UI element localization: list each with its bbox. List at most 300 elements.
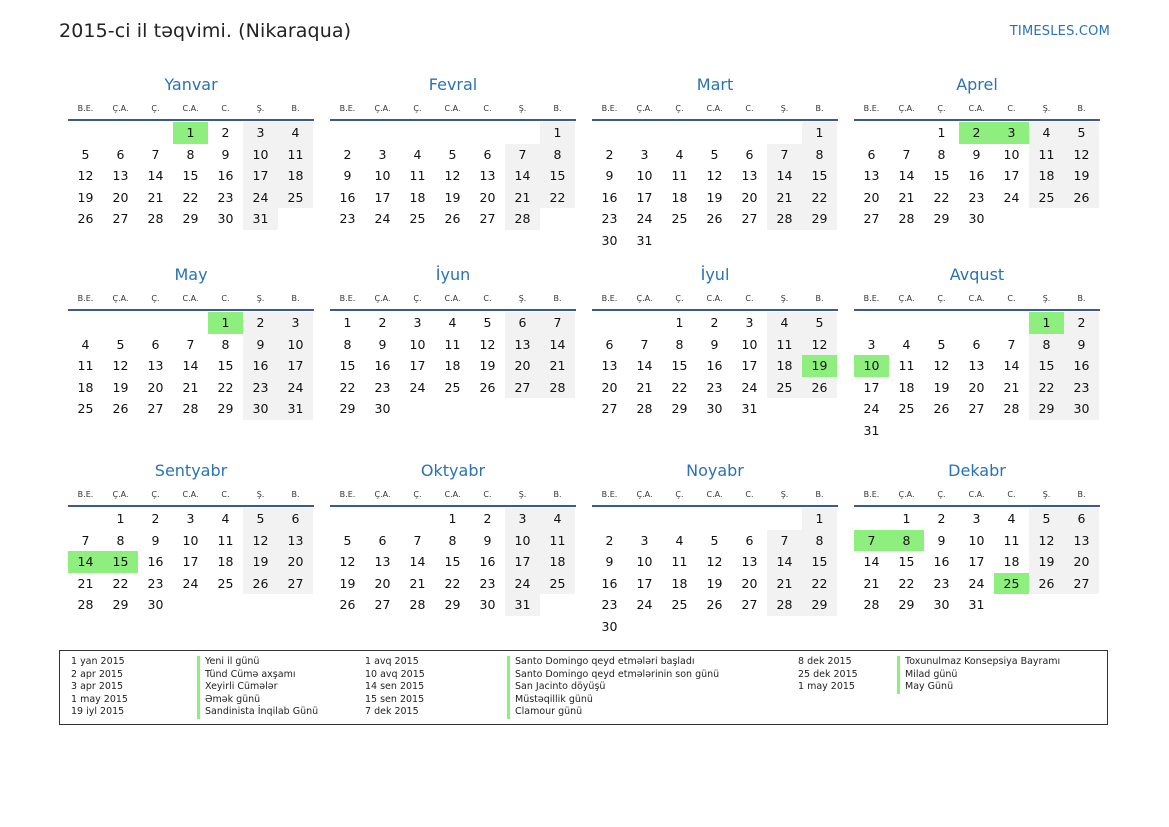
- month-4: [68, 264, 314, 460]
- day-cell: 25: [1029, 187, 1064, 209]
- day-cell: 18: [1029, 165, 1064, 187]
- weekday-label: Ç.: [937, 294, 946, 303]
- weekday-label: B.E.: [601, 490, 618, 499]
- days-grid: [854, 122, 1100, 230]
- weekday-label: B.: [553, 490, 562, 499]
- empty-cell: [924, 312, 959, 334]
- day-cell: 26: [444, 211, 461, 226]
- day-cell: 6: [745, 532, 754, 548]
- day-cell: 17: [182, 554, 199, 569]
- weekday-label: C.A.: [444, 104, 461, 113]
- weekday-label: C.A.: [706, 104, 723, 113]
- day-cell: 22: [339, 379, 356, 395]
- day-cell: 13: [968, 358, 985, 373]
- day-cell: 30: [706, 401, 723, 416]
- day-cell: 17: [968, 554, 985, 569]
- day-cell: 24: [968, 575, 985, 591]
- day-cell: 5: [448, 146, 457, 162]
- day-cell: 7: [151, 146, 160, 162]
- weekday-label: Ç.A.: [636, 104, 653, 113]
- day-cell: 6: [972, 336, 981, 352]
- day-cell: 18: [898, 379, 915, 395]
- day-cell: 10: [409, 336, 426, 352]
- day-cell: 4: [81, 336, 90, 352]
- days-grid: [68, 312, 314, 420]
- day-cell: 29: [217, 401, 234, 416]
- empty-cell: [854, 312, 889, 334]
- day-cell: 28: [636, 401, 653, 416]
- day-cell: 2: [378, 315, 387, 330]
- day-cell: 3: [867, 336, 876, 352]
- weekday-label: C.: [221, 104, 230, 113]
- weekday-label: Ç.A.: [636, 294, 653, 303]
- weekday-label: Ç.A.: [112, 294, 129, 303]
- weekday-label: C.A.: [968, 294, 985, 303]
- day-cell: 11: [671, 554, 688, 569]
- weekday-label: C.: [1007, 490, 1016, 499]
- day-cell: 12: [1064, 144, 1099, 166]
- days-grid: [330, 312, 576, 420]
- day-cell: 31: [505, 594, 540, 616]
- day-cell: 9: [343, 168, 352, 183]
- day-cell: 18: [77, 379, 94, 395]
- page-title: 2015-ci il təqvimi. (Nikaraqua): [59, 20, 352, 42]
- day-cell: 15: [182, 168, 199, 183]
- day-cell: 5: [483, 315, 492, 330]
- empty-cell: [627, 122, 662, 144]
- day-cell: 23: [706, 379, 723, 395]
- weekday-label: C.A.: [444, 294, 461, 303]
- day-cell: 13: [147, 358, 164, 373]
- empty-cell: [697, 508, 732, 530]
- weekday-label: B.: [1077, 294, 1086, 303]
- legend-date: 7 dek 2015: [365, 706, 419, 717]
- weekday-label: B.E.: [601, 104, 618, 113]
- day-cell: 27: [968, 401, 985, 416]
- day-cell: 18: [217, 554, 234, 569]
- day-cell: 24: [278, 377, 313, 399]
- day-cell: 24: [374, 211, 391, 226]
- day-cell: 21: [767, 187, 802, 209]
- legend-holiday-name: Yeni il günü: [197, 656, 259, 669]
- legend-date: 8 dek 2015: [798, 656, 852, 667]
- day-cell: 18: [671, 189, 688, 205]
- day-cell: 18: [671, 575, 688, 591]
- day-cell: 7: [640, 336, 649, 352]
- day-cell: 11: [540, 530, 575, 552]
- day-cell: 4: [221, 511, 230, 526]
- day-cell: 23: [374, 379, 391, 395]
- day-cell: 24: [1003, 189, 1020, 205]
- month-name: İyun: [435, 265, 471, 284]
- day-cell: 28: [767, 208, 802, 230]
- legend-date: 10 avq 2015: [365, 668, 425, 680]
- empty-cell: [68, 312, 103, 334]
- month-name: İyul: [700, 265, 730, 284]
- weekday-label: Ş.: [1042, 294, 1051, 303]
- empty-cell: [592, 122, 627, 144]
- weekday-label: B.E.: [863, 490, 880, 499]
- day-cell: 20: [863, 189, 880, 205]
- day-cell: 16: [374, 358, 391, 373]
- day-cell: 29: [671, 401, 688, 416]
- month-0: [68, 74, 314, 264]
- weekday-label: Ç.: [937, 104, 946, 113]
- day-cell: 27: [278, 573, 313, 595]
- day-cell: 29: [182, 211, 199, 226]
- day-cell: 16: [601, 575, 618, 591]
- day-cell: 22: [671, 379, 688, 395]
- weekday-label: B.: [815, 104, 824, 113]
- day-cell: 2: [937, 511, 946, 526]
- day-cell: 12: [479, 336, 496, 352]
- day-cell: 11: [898, 358, 915, 373]
- day-cell: 13: [741, 554, 758, 569]
- weekday-label: B.E.: [863, 104, 880, 113]
- weekday-label: C.: [745, 294, 754, 303]
- weekday-label: B.: [815, 490, 824, 499]
- weekday-label: B.: [1077, 490, 1086, 499]
- day-cell: 4: [675, 146, 684, 162]
- day-cell: 6: [151, 336, 160, 352]
- day-cell: 28: [863, 597, 880, 612]
- day-cell: 13: [374, 554, 391, 569]
- day-cell: 19: [339, 575, 356, 591]
- day-cell: 23: [968, 189, 985, 205]
- day-cell: 19: [706, 189, 723, 205]
- day-cell: 21: [182, 379, 199, 395]
- weekday-header: [592, 99, 838, 121]
- weekday-label: Ç.: [151, 490, 160, 499]
- weekday-label: C.: [745, 104, 754, 113]
- day-cell: 4: [767, 312, 802, 334]
- weekday-label: Ç.A.: [898, 294, 915, 303]
- weekday-label: B.E.: [339, 294, 356, 303]
- day-cell: 23: [147, 575, 164, 591]
- weekday-label: Ç.A.: [898, 490, 915, 499]
- day-cell: 16: [706, 358, 723, 373]
- day-cell: 19: [112, 379, 129, 395]
- day-cell: 22: [182, 189, 199, 205]
- day-cell: 5: [710, 146, 719, 162]
- day-cell: 21: [505, 187, 540, 209]
- day-cell: 16: [601, 189, 618, 205]
- month-1: [330, 74, 576, 264]
- weekday-label: B.E.: [77, 490, 94, 499]
- day-cell: 14: [898, 168, 915, 183]
- empty-cell: [592, 508, 627, 530]
- weekday-label: B.: [553, 104, 562, 113]
- empty-cell: [592, 312, 627, 334]
- day-cell: 5: [937, 336, 946, 352]
- weekday-label: Ş.: [256, 490, 265, 499]
- legend-holiday-name: Santo Domingo qeyd etmələri başladı: [507, 656, 695, 669]
- empty-cell: [330, 122, 365, 144]
- day-cell: 4: [902, 336, 911, 352]
- day-cell: 18: [444, 358, 461, 373]
- day-cell: 3: [243, 122, 278, 144]
- weekday-label: Ş.: [1042, 104, 1051, 113]
- day-cell: 20: [374, 575, 391, 591]
- day-cell: 27: [863, 211, 880, 226]
- weekday-label: B.E.: [863, 294, 880, 303]
- day-cell: 1: [937, 125, 946, 140]
- day-cell: 11: [217, 532, 234, 548]
- legend-date: 25 dek 2015: [798, 668, 858, 680]
- legend-holiday-name: San Jacinto döyüşü: [507, 681, 605, 694]
- empty-cell: [138, 122, 173, 144]
- day-cell: 20: [601, 379, 618, 395]
- brand-link[interactable]: TIMESLES.COM: [1009, 24, 1110, 39]
- day-cell: 25: [77, 401, 94, 416]
- weekday-label: Ç.A.: [374, 490, 391, 499]
- month-name: Aprel: [956, 75, 998, 94]
- day-cell: 10: [182, 532, 199, 548]
- empty-cell: [854, 122, 889, 144]
- weekday-header: [592, 289, 838, 311]
- day-cell: 31: [863, 422, 880, 438]
- day-cell: 22: [540, 187, 575, 209]
- month-name: Dekabr: [948, 461, 1006, 480]
- day-cell: 8: [186, 146, 195, 162]
- day-cell: 3: [278, 312, 313, 334]
- day-cell: 27: [1064, 573, 1099, 595]
- weekday-label: Ş.: [518, 294, 527, 303]
- day-cell: 13: [601, 358, 618, 373]
- day-cell: 8: [343, 336, 352, 352]
- empty-cell: [330, 508, 365, 530]
- day-cell: 9: [243, 334, 278, 356]
- day-cell: 20: [741, 575, 758, 591]
- day-cell: 28: [77, 597, 94, 612]
- day-cell: 7: [767, 144, 802, 166]
- day-cell: 3: [640, 532, 649, 548]
- legend-holiday-name: Sandinista İnqilab Günü: [197, 706, 318, 719]
- holiday-day: 1: [208, 312, 243, 334]
- empty-cell: [732, 508, 767, 530]
- empty-cell: [697, 122, 732, 144]
- day-cell: 17: [636, 575, 653, 591]
- month-6: [592, 264, 838, 460]
- months-grid: [68, 74, 1102, 650]
- weekday-label: Ç.A.: [112, 104, 129, 113]
- day-cell: 16: [968, 168, 985, 183]
- legend-date: 3 apr 2015: [71, 681, 124, 692]
- empty-cell: [662, 122, 697, 144]
- day-cell: 20: [968, 379, 985, 395]
- day-cell: 3: [378, 146, 387, 162]
- day-cell: 21: [863, 575, 880, 591]
- day-cell: 28: [409, 597, 426, 612]
- weekday-header: [854, 485, 1100, 507]
- weekday-header: [854, 289, 1100, 311]
- day-cell: 29: [1029, 398, 1064, 420]
- weekday-label: C.A.: [182, 104, 199, 113]
- legend-holiday-name: Tünd Cümə axşamı: [197, 669, 295, 682]
- day-cell: 30: [147, 597, 164, 612]
- day-cell: 10: [374, 168, 391, 183]
- day-cell: 19: [706, 575, 723, 591]
- day-cell: 2: [243, 312, 278, 334]
- day-cell: 22: [898, 575, 915, 591]
- day-cell: 8: [675, 336, 684, 352]
- month-5: [330, 264, 576, 460]
- day-cell: 1: [343, 315, 352, 330]
- day-cell: 8: [937, 146, 946, 162]
- day-cell: 29: [444, 597, 461, 612]
- day-cell: 13: [505, 334, 540, 356]
- day-cell: 10: [636, 554, 653, 569]
- day-cell: 18: [540, 551, 575, 573]
- day-cell: 2: [343, 146, 352, 162]
- day-cell: 4: [413, 146, 422, 162]
- day-cell: 28: [505, 208, 540, 230]
- weekday-label: B.: [291, 104, 300, 113]
- day-cell: 9: [378, 336, 387, 352]
- day-cell: 27: [505, 377, 540, 399]
- day-cell: 23: [479, 575, 496, 591]
- day-cell: 5: [243, 508, 278, 530]
- day-cell: 6: [745, 146, 754, 162]
- holiday-day: 1: [173, 122, 208, 144]
- day-cell: 9: [221, 146, 230, 162]
- day-cell: 15: [802, 165, 837, 187]
- weekday-label: C.A.: [182, 294, 199, 303]
- day-cell: 31: [243, 208, 278, 230]
- day-cell: 24: [409, 379, 426, 395]
- day-cell: 26: [706, 211, 723, 226]
- empty-cell: [767, 122, 802, 144]
- day-cell: 22: [802, 573, 837, 595]
- day-cell: 26: [1064, 187, 1099, 209]
- day-cell: 6: [505, 312, 540, 334]
- day-cell: 18: [278, 165, 313, 187]
- weekday-label: C.A.: [706, 294, 723, 303]
- day-cell: 15: [802, 551, 837, 573]
- weekday-label: Ç.: [675, 490, 684, 499]
- day-cell: 14: [505, 165, 540, 187]
- day-cell: 10: [505, 530, 540, 552]
- holiday-day: 25: [994, 573, 1029, 595]
- day-cell: 14: [767, 165, 802, 187]
- day-cell: 20: [479, 189, 496, 205]
- day-cell: 2: [710, 315, 719, 330]
- day-cell: 6: [378, 532, 387, 548]
- day-cell: 28: [767, 594, 802, 616]
- weekday-label: Ç.A.: [374, 294, 391, 303]
- empty-cell: [854, 508, 889, 530]
- day-cell: 13: [741, 168, 758, 183]
- day-cell: 29: [802, 594, 837, 616]
- day-cell: 26: [243, 573, 278, 595]
- days-grid: [854, 508, 1100, 616]
- legend-holiday-name: Xeyirli Cümələr: [197, 681, 278, 694]
- day-cell: 25: [767, 377, 802, 399]
- day-cell: 12: [112, 358, 129, 373]
- weekday-label: B.: [291, 294, 300, 303]
- day-cell: 27: [601, 401, 618, 416]
- day-cell: 26: [339, 597, 356, 612]
- day-cell: 2: [605, 146, 614, 162]
- day-cell: 30: [243, 398, 278, 420]
- weekday-label: C.: [483, 104, 492, 113]
- weekday-label: B.E.: [339, 104, 356, 113]
- weekday-header: [330, 485, 576, 507]
- day-cell: 5: [710, 532, 719, 548]
- day-cell: 7: [540, 312, 575, 334]
- weekday-label: C.: [745, 490, 754, 499]
- day-cell: 8: [540, 144, 575, 166]
- weekday-label: B.: [1077, 104, 1086, 113]
- day-cell: 17: [243, 165, 278, 187]
- empty-cell: [138, 312, 173, 334]
- day-cell: 3: [186, 511, 195, 526]
- day-cell: 5: [343, 532, 352, 548]
- day-cell: 27: [147, 401, 164, 416]
- day-cell: 22: [1029, 377, 1064, 399]
- day-cell: 12: [706, 168, 723, 183]
- day-cell: 16: [479, 554, 496, 569]
- day-cell: 19: [933, 379, 950, 395]
- day-cell: 30: [479, 597, 496, 612]
- empty-cell: [400, 122, 435, 144]
- weekday-label: C.: [221, 490, 230, 499]
- day-cell: 14: [1003, 358, 1020, 373]
- day-cell: 13: [479, 168, 496, 183]
- weekday-label: Ç.A.: [636, 490, 653, 499]
- weekday-label: Ç.: [413, 490, 422, 499]
- legend-holiday-name: Müstəqillik günü: [507, 694, 593, 707]
- day-cell: 4: [675, 532, 684, 548]
- weekday-label: C.: [483, 294, 492, 303]
- legend-holiday-name: Toxunulmaz Konsepsiya Bayramı: [897, 656, 1060, 669]
- legend-date: 1 avq 2015: [365, 656, 419, 667]
- empty-cell: [103, 122, 138, 144]
- day-cell: 7: [505, 144, 540, 166]
- weekday-label: C.A.: [444, 490, 461, 499]
- day-cell: 14: [409, 554, 426, 569]
- day-cell: 30: [933, 597, 950, 612]
- day-cell: 3: [745, 315, 754, 330]
- empty-cell: [959, 312, 994, 334]
- day-cell: 5: [802, 312, 837, 334]
- day-cell: 19: [444, 189, 461, 205]
- day-cell: 16: [147, 554, 164, 569]
- empty-cell: [627, 508, 662, 530]
- days-grid: [592, 122, 838, 251]
- day-cell: 8: [1029, 334, 1064, 356]
- holiday-legend: [59, 650, 1108, 725]
- day-cell: 7: [1007, 336, 1016, 352]
- day-cell: 13: [278, 530, 313, 552]
- day-cell: 25: [671, 597, 688, 612]
- day-cell: 28: [1003, 401, 1020, 416]
- day-cell: 7: [81, 532, 90, 548]
- month-10: [592, 460, 838, 650]
- day-cell: 1: [802, 122, 837, 144]
- empty-cell: [365, 122, 400, 144]
- day-cell: 27: [479, 211, 496, 226]
- day-cell: 9: [151, 532, 160, 548]
- empty-cell: [68, 122, 103, 144]
- day-cell: 11: [278, 144, 313, 166]
- day-cell: 29: [112, 597, 129, 612]
- day-cell: 4: [1007, 511, 1016, 526]
- days-grid: [330, 122, 576, 230]
- day-cell: 12: [243, 530, 278, 552]
- day-cell: 2: [151, 511, 160, 526]
- day-cell: 14: [863, 554, 880, 569]
